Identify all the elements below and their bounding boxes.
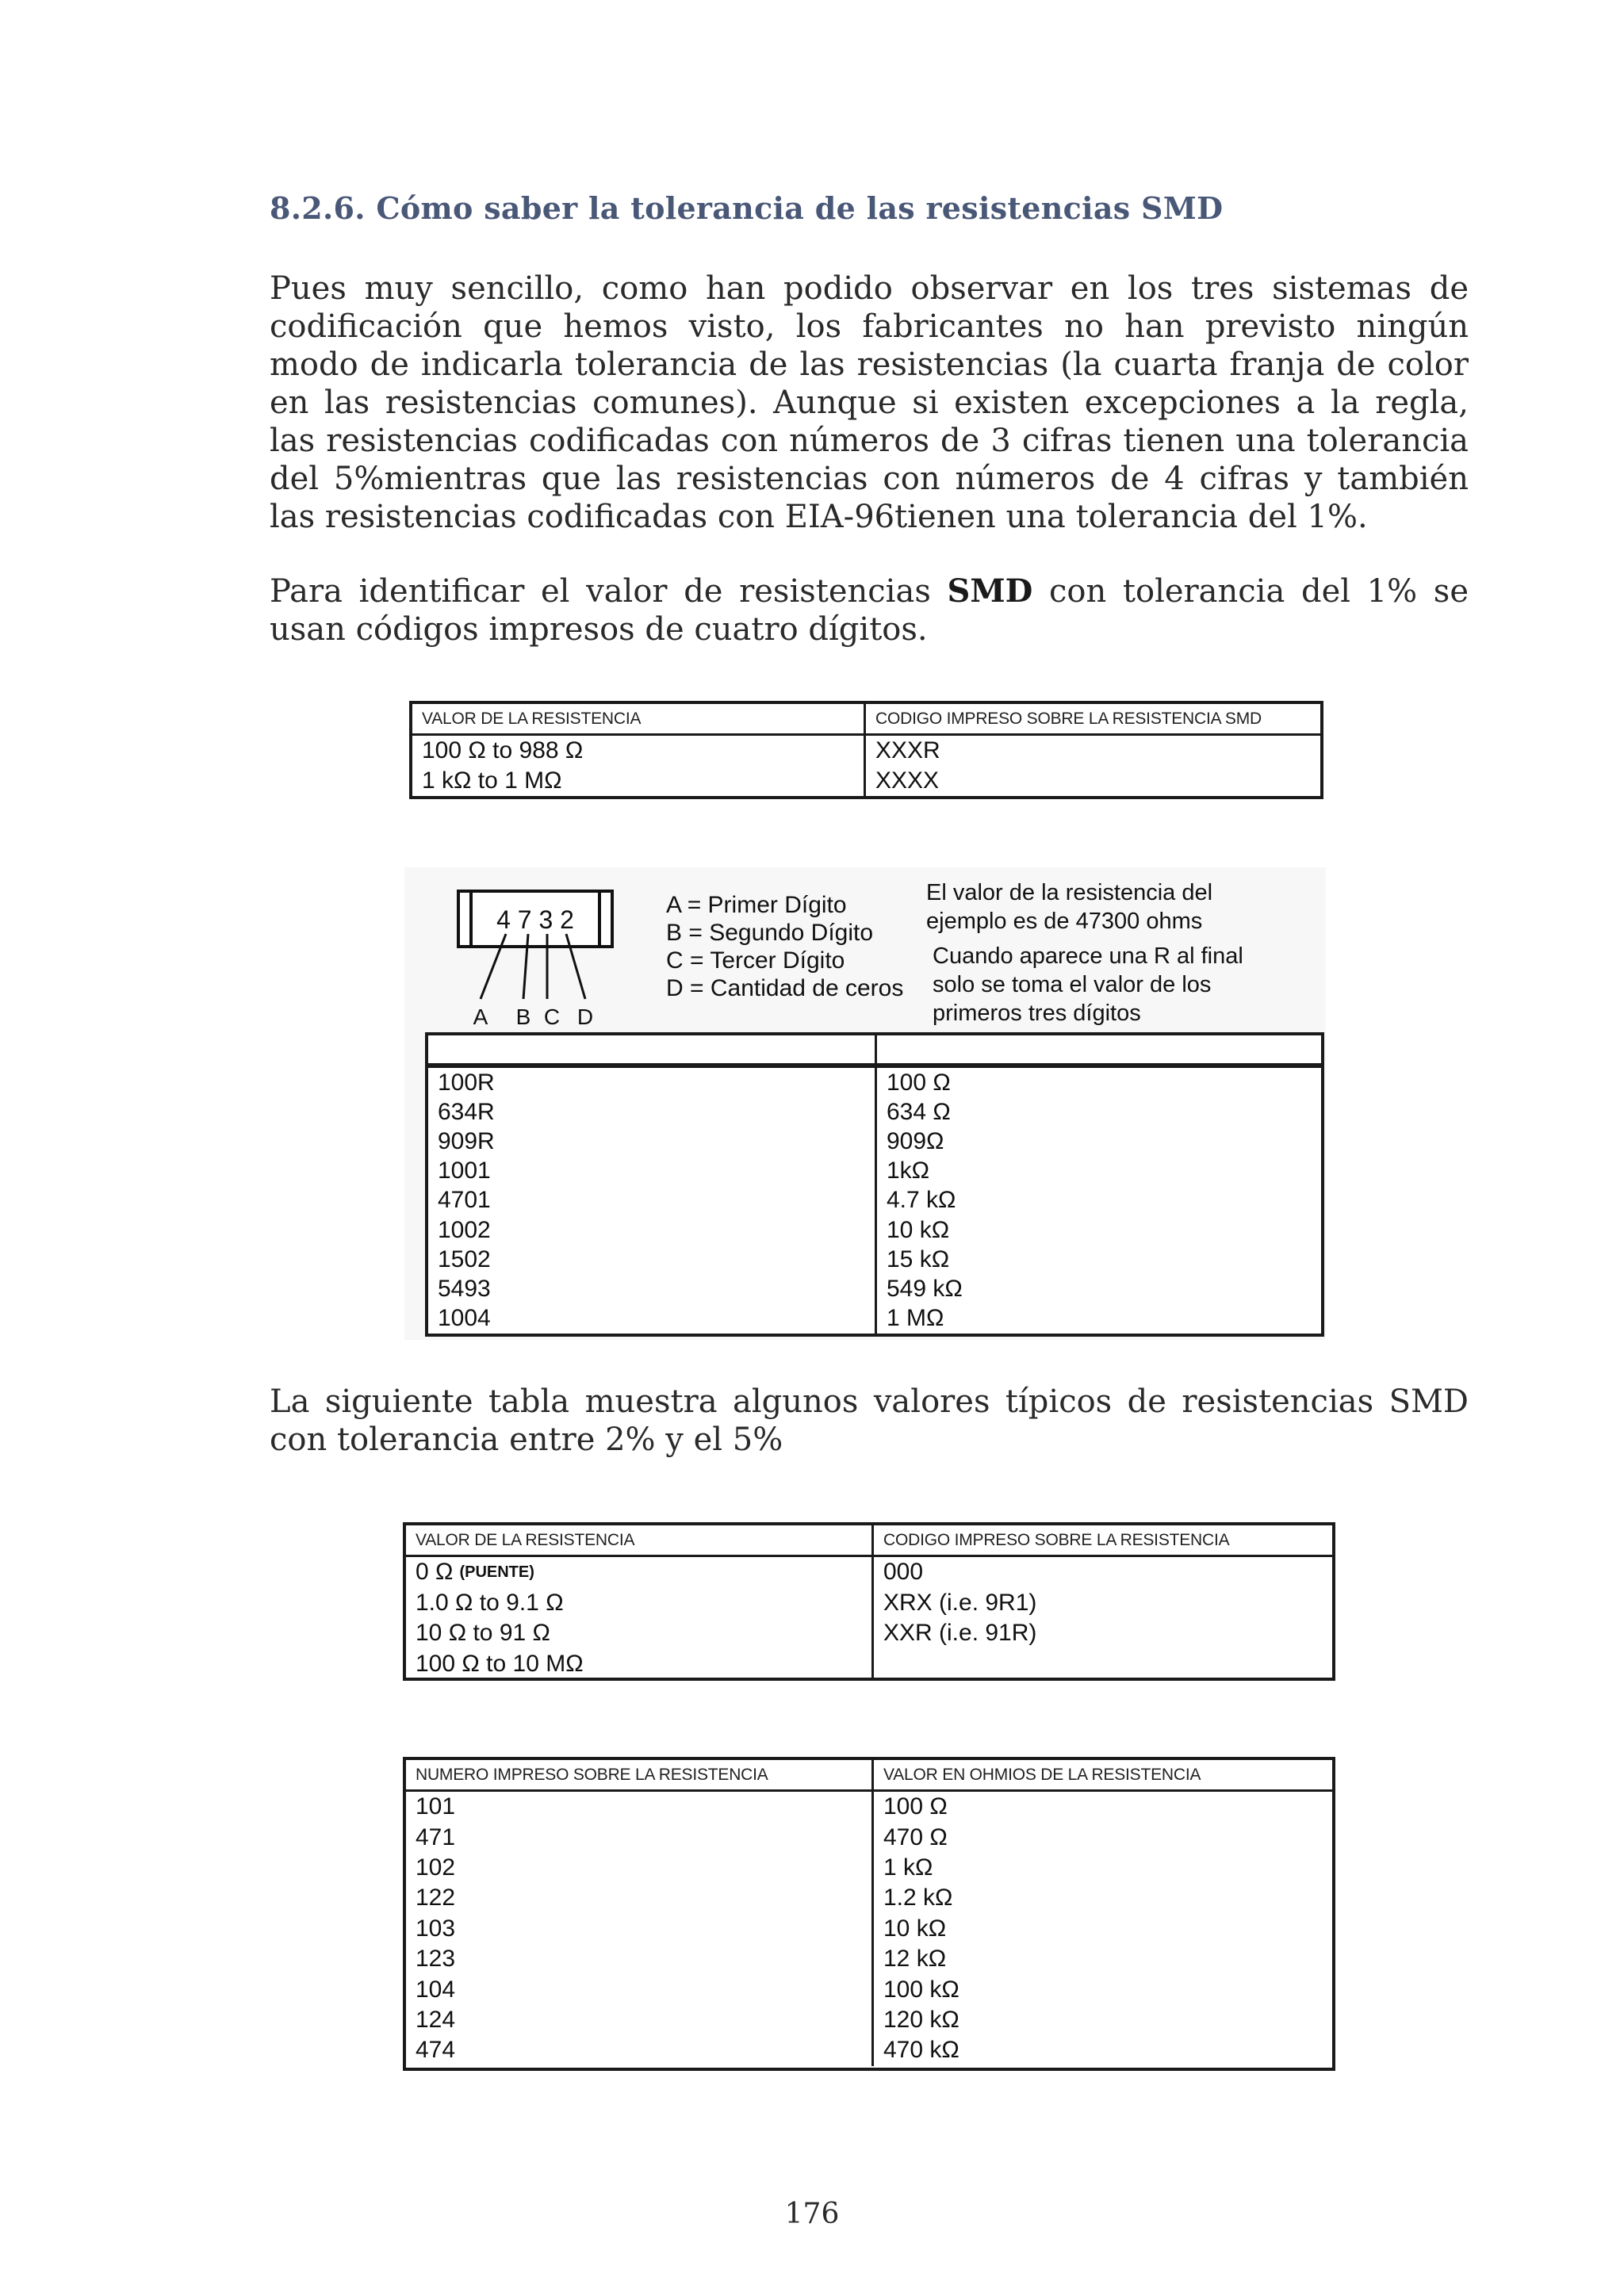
letter-a: A	[473, 1004, 488, 1029]
table-cell: 12 kΩ	[883, 1946, 947, 1973]
table-cell: 100 kΩ	[883, 1976, 959, 2003]
table-body	[428, 1066, 1321, 1334]
table-cell: 100 Ω to 10 MΩ	[406, 1649, 874, 1680]
para2-text-end: con tolerancia del 1% se usan códigos impresos de cuatro dígitos.	[270, 573, 1469, 648]
table-row	[406, 1588, 1332, 1619]
table-four-digit-ranges	[409, 701, 1323, 799]
paragraph-identify	[270, 572, 1469, 649]
table-cell: 1 kΩ	[883, 1854, 933, 1881]
letter-c: C	[543, 1004, 561, 1029]
table-cell: 470 Ω	[883, 1823, 948, 1850]
table-cell: 471	[406, 1822, 874, 1852]
diagram-note	[926, 878, 1243, 1027]
header-cell: VALOR EN OHMIOS DE LA RESISTENCIA	[883, 1765, 1201, 1784]
table-row	[428, 1186, 1321, 1215]
table-row	[406, 1792, 1332, 1822]
table-cell: 634R	[428, 1097, 877, 1127]
table-header	[412, 704, 1320, 736]
table-cell: 1502	[428, 1245, 877, 1274]
table-cell: 10 kΩ	[887, 1216, 950, 1243]
header-cell: VALOR DE LA RESISTENCIA	[412, 704, 866, 733]
table-row	[428, 1068, 1321, 1097]
table-row	[428, 1304, 1321, 1334]
table-cell: 15 kΩ	[887, 1246, 950, 1272]
table-cell: 000	[883, 1559, 924, 1586]
header-cell: NUMERO IMPRESO SOBRE LA RESISTENCIA	[406, 1760, 874, 1789]
table-cell: 909R	[428, 1127, 877, 1156]
table-cell	[874, 1649, 1332, 1680]
table-cell: 1 MΩ	[887, 1305, 944, 1332]
table-cell: 549 kΩ	[887, 1275, 963, 1302]
note-line: ejemplo es de 47300 ohms	[926, 909, 1203, 934]
digit-legend	[666, 891, 903, 1002]
para2-bold-smd: SMD	[947, 572, 1033, 610]
paragraph-typical-values: La siguiente tabla muestra algunos valores típicos de resistencias SMD con tolerancia entre 2% y el 5%	[270, 1383, 1469, 1458]
table-cell: 4.7 kΩ	[887, 1187, 956, 1214]
legend-item: B = Segundo Dígito	[666, 920, 874, 946]
table-row	[428, 1245, 1321, 1274]
table-cell: 4701	[428, 1186, 877, 1215]
note-line: El valor de la resistencia del	[926, 880, 1213, 905]
table-row	[406, 1557, 1332, 1588]
legend-item: C = Tercer Dígito	[666, 947, 845, 974]
table-row	[412, 736, 1320, 766]
table-cell: 100 Ω to 988 Ω	[412, 736, 866, 766]
table-four-digit-examples	[425, 1032, 1324, 1337]
table-cell: 100 Ω	[883, 1793, 948, 1820]
table-cell: 1.2 kΩ	[883, 1885, 953, 1911]
table-row	[428, 1097, 1321, 1127]
table-row	[406, 2005, 1332, 2035]
table-row	[406, 2035, 1332, 2065]
table-row	[406, 1618, 1332, 1649]
section-heading: 8.2.6. Cómo saber la tolerancia de las resistencias SMD	[270, 190, 1224, 226]
table-row	[406, 1822, 1332, 1852]
resistor-diagram-icon	[444, 882, 682, 1032]
table-cell: 909Ω	[887, 1127, 944, 1154]
table-cell: 1001	[428, 1157, 877, 1186]
note-r-rule	[926, 942, 1243, 1027]
header-cell: CODIGO IMPRESO SOBRE LA RESISTENCIA	[883, 1530, 1230, 1549]
table-cell: 1 kΩ to 1 MΩ	[412, 766, 866, 796]
page-number: 176	[784, 2198, 840, 2230]
table-cell: 5493	[428, 1274, 877, 1303]
table-row	[412, 766, 1320, 796]
header-cell: VALOR DE LA RESISTENCIA	[406, 1525, 874, 1555]
legend-item: D = Cantidad de ceros	[666, 975, 904, 1001]
header-cell: CODIGO IMPRESO SOBRE LA RESISTENCIA SMD	[875, 709, 1262, 728]
table-row	[406, 1649, 1332, 1680]
table-row	[406, 1944, 1332, 1974]
table-header	[406, 1760, 1332, 1792]
letter-d: D	[576, 1004, 594, 1029]
table-cell: 470 kΩ	[883, 2037, 959, 2064]
table-header	[428, 1035, 1321, 1066]
table-row	[428, 1274, 1321, 1303]
table-row	[428, 1157, 1321, 1186]
legend-item: A = Primer Dígito	[666, 892, 847, 918]
note-line: Cuando aparece una R al final	[933, 943, 1243, 969]
table-cell: XXR (i.e. 91R)	[883, 1620, 1037, 1647]
table-row	[406, 1974, 1332, 2004]
table-cell: 100R	[428, 1068, 877, 1097]
table-three-digit-examples	[403, 1757, 1335, 2071]
table-cell: 1002	[428, 1215, 877, 1245]
table-cell: 101	[406, 1792, 874, 1822]
table-cell: 474	[406, 2035, 874, 2065]
table-cell: 1.0 Ω to 9.1 Ω	[406, 1588, 874, 1619]
puente-tag: (PUENTE)	[459, 1563, 534, 1581]
header-cell	[428, 1035, 877, 1063]
table-cell	[406, 1557, 874, 1588]
table-row	[428, 1215, 1321, 1245]
table-cell: 1kΩ	[887, 1158, 930, 1184]
table-cell: 104	[406, 1974, 874, 2004]
table-cell: 100 Ω	[887, 1069, 951, 1096]
zero-ohm-value: 0 Ω	[416, 1559, 454, 1586]
table-row	[428, 1127, 1321, 1156]
table-cell: XXXX	[875, 767, 940, 794]
resistor-digits: 4 7 3 2	[496, 905, 574, 934]
header-cell	[877, 1035, 1321, 1063]
table-cell: 10 kΩ	[883, 1915, 947, 1942]
table-cell: 1004	[428, 1304, 877, 1334]
table-cell: 103	[406, 1914, 874, 1944]
table-cell: XRX (i.e. 9R1)	[883, 1589, 1037, 1616]
note-line: primeros tres dígitos	[933, 1001, 1141, 1026]
note-line: solo se toma el valor de los	[933, 972, 1212, 997]
table-cell: 124	[406, 2005, 874, 2035]
table-row	[406, 1883, 1332, 1913]
letter-b: B	[515, 1004, 531, 1029]
table-header	[406, 1525, 1332, 1557]
table-cell: 634 Ω	[887, 1098, 951, 1125]
table-cell: 102	[406, 1853, 874, 1883]
table-row	[406, 1853, 1332, 1883]
table-cell: 120 kΩ	[883, 2006, 959, 2033]
paragraph-tolerance: Pues muy sencillo, como han podido observar en los tres sistemas de codificación que hemos visto, los fabricantes no han previsto ningún modo de indicarla tolerancia de las resistencias (la cuarta franja de color en las resistencias comunes). Aunque si existen excepciones a la regla, las resistencias codificadas con números de 3 cifras tienen una tolerancia del 5%mientras que las resistencias con números de 4 cifras y también las resistencias codificadas con EIA-96tienen una tolerancia del 1%.	[270, 270, 1469, 535]
table-body	[406, 1792, 1332, 2066]
table-cell: 10 Ω to 91 Ω	[406, 1618, 874, 1649]
table-three-digit-ranges	[403, 1522, 1335, 1681]
para2-text-start: Para identificar el valor de resistencias	[270, 573, 948, 610]
table-body	[406, 1557, 1332, 1679]
table-cell: 122	[406, 1883, 874, 1913]
table-cell: 123	[406, 1944, 874, 1974]
table-row	[406, 1914, 1332, 1944]
table-cell: XXXR	[875, 737, 940, 763]
